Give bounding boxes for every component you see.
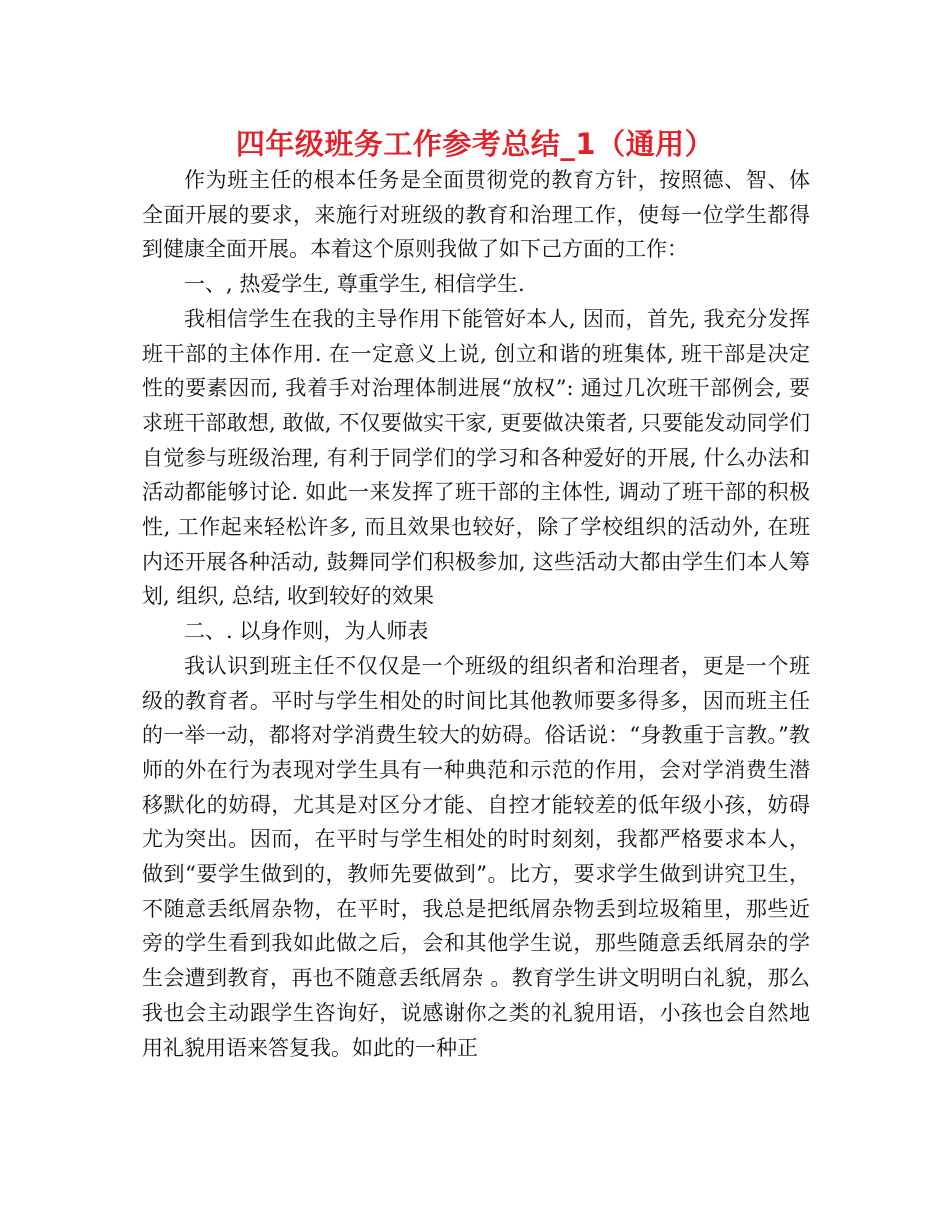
paragraph-intro: 作为班主任的根本任务是全面贯彻党的教育方针，按照德、智、体全面开展的要求，来施行对班级的教育和治理工作，使每一位学生都得到健康全面开展。本着这个原则我做了如下己方面的工作： <box>142 168 810 262</box>
document-body <box>142 163 810 1065</box>
section-heading-2: 二、. 以身作则，为人师表 <box>184 619 429 644</box>
paragraph-section-1: 我相信学生在我的主导作用下能管好本人, 因而，首先, 我充分发挥班干部的主体作用. 在一定意义上说, 创立和谐的班集体, 班干部是决定性的要素因而, 我着手对治理体制进展“放权”: 通过几次班干部例会, 要求班干部敢想, 敢做, 不仅要做实干家, 更要做决策者, 只要能发动同学们自觉参与班级治理, 有利于同学们的学习和各种爱好的开展, 什么办法和活动都能够讨论. 如此一来发挥了班干部的主体性, 调动了班干部的积极性, 工作起来轻松许多, 而且效果也较好，除了学校组织的活动外, 在班内还开展各种活动, 鼓舞同学们积极参加, 这些活动大都由学生们本人筹划, 组织, 总结, 收到较好的效果 <box>142 306 810 609</box>
section-heading-1: 一、, 热爱学生, 尊重学生, 相信学生. <box>184 272 525 297</box>
document-title: 四年级班务工作参考总结_1（通用） <box>235 127 715 161</box>
paragraph-section-2: 我认识到班主任不仅仅是一个班级的组织者和治理者，更是一个班级的教育者。平时与学生相处的时间比其他教师要多得多，因而班主任的一举一动，都将对学消费生较大的妨碍。俗话说：“身教重于言教。”教师的外在行为表现对学生具有一种典范和示范的作用，会对学消费生潜移默化的妨碍，尤其是对区分才能、自控才能较差的低年级小孩，妨碍尤为突出。因而，在平时与学生相处的时时刻刻，我都严格要求本人，做到“要学生做到的，教师先要做到”。比方，要求学生做到讲究卫生，不随意丢纸屑杂物，在平时，我总是把纸屑杂物丢到垃圾箱里，那些近旁的学生看到我如此做之后，会和其他学生说，那些随意丢纸屑杂的学生会遭到教育，再也不随意丢纸屑杂 。教育学生讲文明明白礼貌，那么我也会主动跟学生咨询好，说感谢你之类的礼貌用语，小孩也会自然地用礼貌用语来答复我。如此的一种正 <box>142 653 810 1060</box>
